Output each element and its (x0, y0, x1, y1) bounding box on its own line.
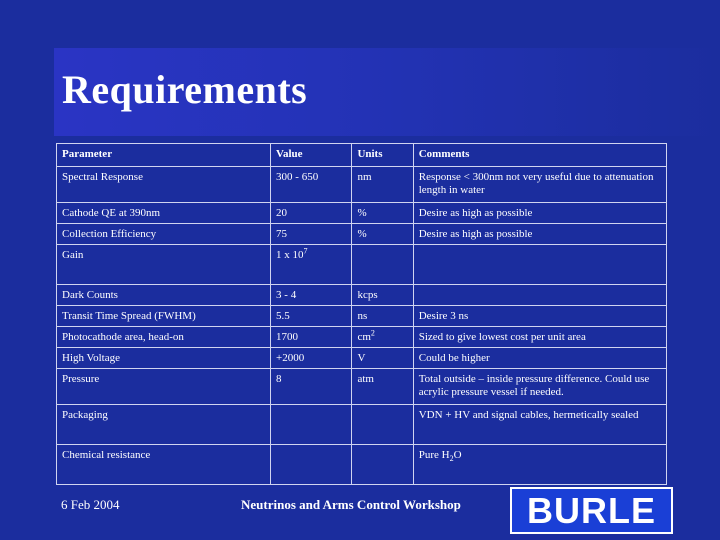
area-units-exponent: 2 (370, 328, 375, 338)
table-row (57, 203, 667, 224)
cell-value: 20 (271, 203, 352, 224)
table-row (57, 445, 667, 485)
table-row (57, 369, 667, 405)
cell-units: ns (352, 306, 413, 327)
cell-comments: Desire 3 ns (413, 306, 666, 327)
cell-comments: Total outside – inside pressure difference. Could use acrylic pressure vessel if needed. (413, 369, 666, 405)
header-parameter: Parameter (57, 144, 271, 167)
cell-comments (413, 285, 666, 306)
cell-value (271, 445, 352, 485)
cell-value: 8 (271, 369, 352, 405)
table-row (57, 306, 667, 327)
cell-parameter: Photocathode area, head-on (57, 327, 271, 348)
cell-comments (413, 245, 666, 285)
cell-comments: VDN + HV and signal cables, hermetically sealed (413, 405, 666, 445)
gain-value-base: 1 x 10 (276, 249, 304, 261)
water-formula-head: Pure H (418, 449, 450, 461)
cell-parameter: Gain (57, 245, 271, 285)
cell-parameter: High Voltage (57, 348, 271, 369)
area-units-base: cm (357, 331, 371, 343)
cell-units: % (352, 203, 413, 224)
cell-comments: Could be higher (413, 348, 666, 369)
cell-units: atm (352, 369, 413, 405)
footer-event-name: Neutrinos and Arms Control Workshop (241, 497, 461, 512)
cell-units (352, 245, 413, 285)
gain-value-exponent: 7 (303, 246, 308, 256)
table-row (57, 327, 667, 348)
cell-comments: Response < 300nm not very useful due to attenuation length in water (413, 167, 666, 203)
cell-value: +2000 (271, 348, 352, 369)
footer-date: 6 Feb 2004 (61, 497, 120, 512)
header-units: Units (352, 144, 413, 167)
cell-value: 5.5 (271, 306, 352, 327)
cell-parameter: Chemical resistance (57, 445, 271, 485)
cell-units (352, 445, 413, 485)
cell-parameter: Pressure (57, 369, 271, 405)
cell-parameter: Spectral Response (57, 167, 271, 203)
cell-value (271, 405, 352, 445)
cell-comments: Desire as high as possible (413, 203, 666, 224)
cell-value: 3 - 4 (271, 285, 352, 306)
table-row (57, 348, 667, 369)
cell-units: nm (352, 167, 413, 203)
table-row (57, 224, 667, 245)
cell-units: kcps (352, 285, 413, 306)
cell-value (271, 245, 352, 285)
cell-parameter: Dark Counts (57, 285, 271, 306)
cell-comments: Sized to give lowest cost per unit area (413, 327, 666, 348)
table-row (57, 167, 667, 203)
cell-units (352, 327, 413, 348)
cell-value: 300 - 650 (271, 167, 352, 203)
cell-units: V (352, 348, 413, 369)
cell-comments (413, 445, 666, 485)
cell-parameter: Packaging (57, 405, 271, 445)
cell-parameter: Transit Time Spread (FWHM) (57, 306, 271, 327)
cell-value: 1700 (271, 327, 352, 348)
slide-title: Requirements (62, 67, 308, 112)
water-formula-tail: O (453, 449, 462, 461)
cell-value: 75 (271, 224, 352, 245)
table-row (57, 285, 667, 306)
header-value: Value (271, 144, 352, 167)
cell-parameter: Cathode QE at 390nm (57, 203, 271, 224)
table-header-row (57, 144, 667, 167)
water-formula-subscript: 2 (449, 454, 454, 464)
cell-units (352, 405, 413, 445)
cell-comments: Desire as high as possible (413, 224, 666, 245)
header-comments: Comments (413, 144, 666, 167)
table-row (57, 405, 667, 445)
table-row (57, 245, 667, 285)
burle-logo: BURLE (510, 487, 673, 534)
requirements-table (56, 143, 667, 485)
cell-units: % (352, 224, 413, 245)
cell-parameter: Collection Efficiency (57, 224, 271, 245)
